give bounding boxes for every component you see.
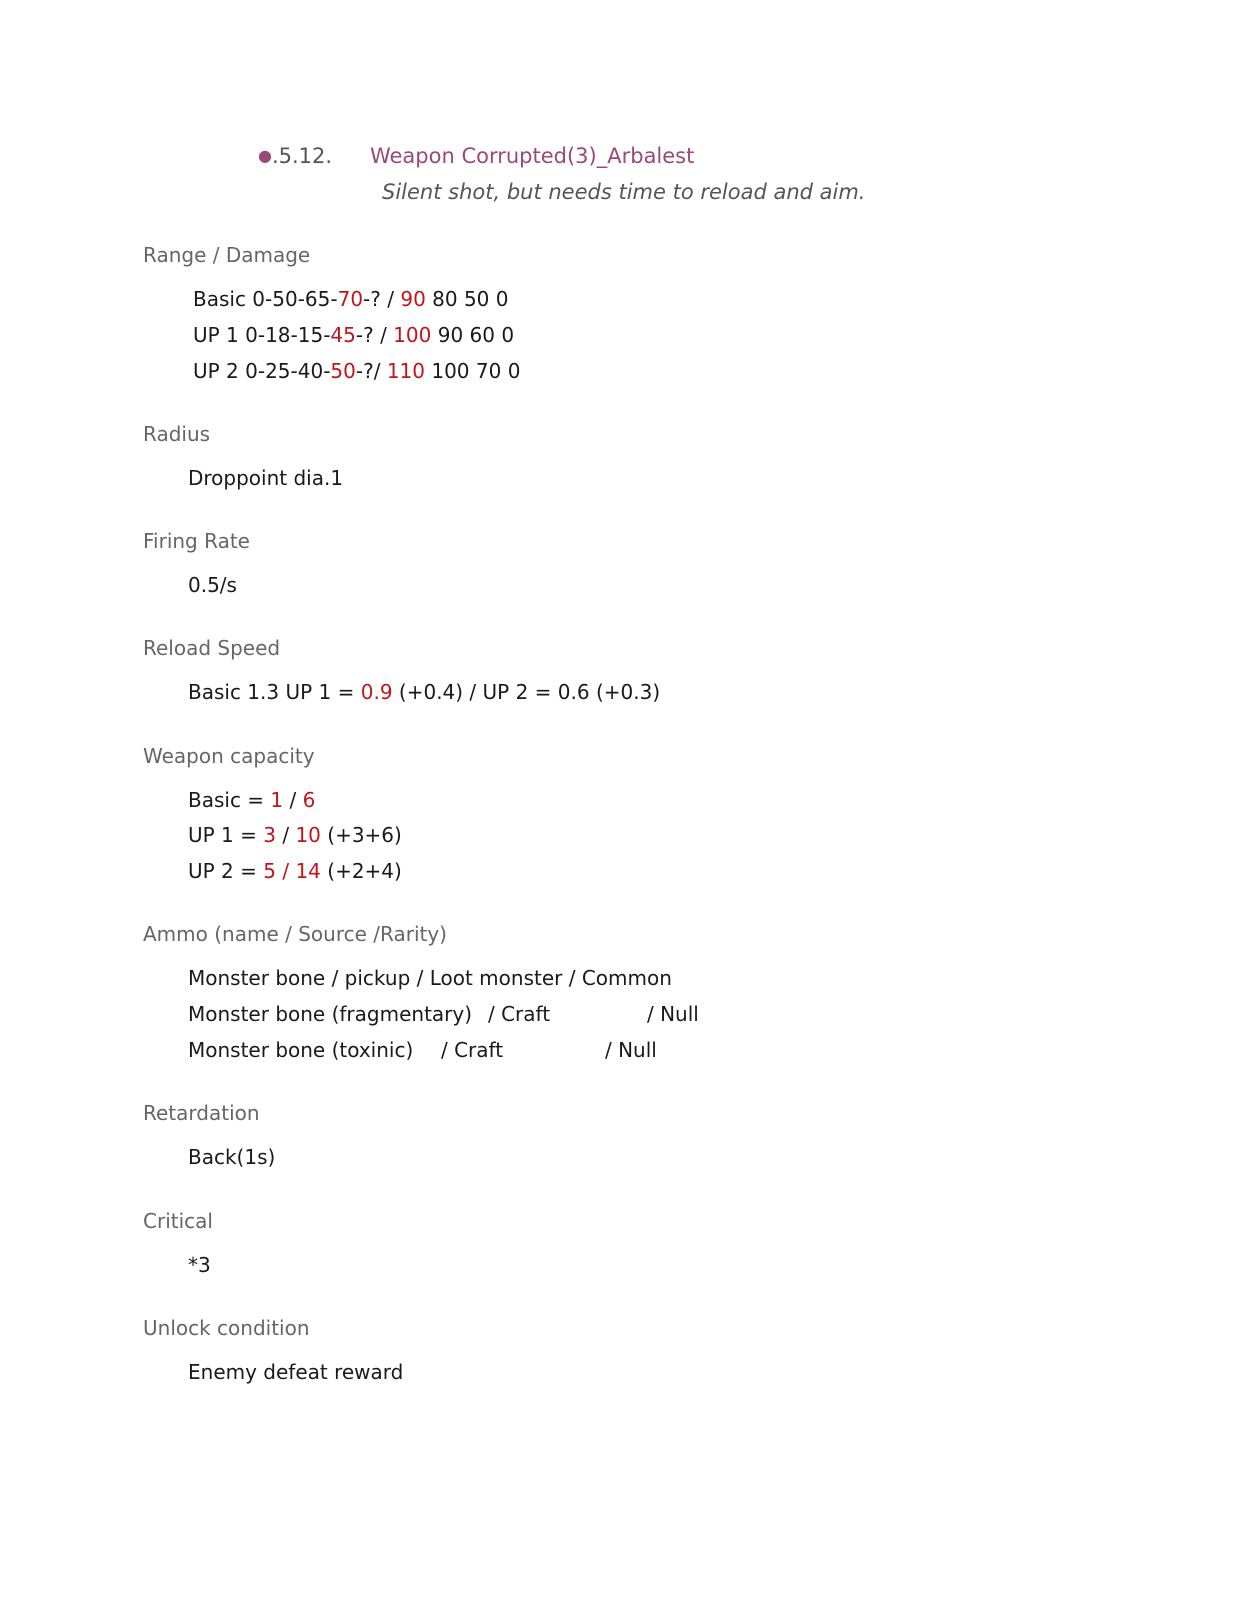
ammo-row-1: Monster bone / pickup / Loot monster / Common bbox=[188, 966, 672, 990]
ammo-row-3-source: / Craft bbox=[441, 1038, 504, 1062]
ammo-row-2-rarity: / Null bbox=[647, 1002, 699, 1026]
ammo-row-3: Monster bone (toxinic) bbox=[188, 1038, 414, 1062]
capacity-row-up1: UP 1 = 3 / 10 (+3+6) bbox=[188, 823, 402, 847]
critical-value: *3 bbox=[188, 1253, 211, 1277]
section-title: Weapon Corrupted(3)_Arbalest bbox=[369, 144, 695, 168]
critical-label: Critical bbox=[143, 1209, 213, 1233]
section-subtitle: Silent shot, but needs time to reload and aim. bbox=[382, 180, 866, 204]
section-heading bbox=[258, 144, 694, 168]
range-damage-row-up2: UP 2 0-25-40-50-?/ 110 100 70 0 bbox=[193, 359, 521, 383]
radius-label: Radius bbox=[143, 422, 211, 446]
range-damage-row-basic: Basic 0-50-65-70-? / 90 80 50 0 bbox=[193, 287, 509, 311]
firing-rate-label: Firing Rate bbox=[143, 529, 250, 553]
reload-speed-label: Reload Speed bbox=[143, 636, 281, 660]
reload-speed-value: Basic 1.3 UP 1 = 0.9 (+0.4) / UP 2 = 0.6 (+0.3) bbox=[188, 680, 661, 704]
bullet-icon: ● bbox=[258, 146, 272, 165]
ammo-row-3-rarity: / Null bbox=[605, 1038, 657, 1062]
ammo-label: Ammo (name / Source /Rarity) bbox=[143, 922, 447, 946]
capacity-row-basic: Basic = 1 / 6 bbox=[188, 788, 316, 812]
radius-value: Droppoint dia.1 bbox=[188, 466, 344, 490]
ammo-row-2: Monster bone (fragmentary) bbox=[188, 1002, 473, 1026]
retardation-label: Retardation bbox=[143, 1101, 260, 1125]
weapon-capacity-label: Weapon capacity bbox=[143, 744, 315, 768]
section-number: .5.12. bbox=[271, 144, 333, 168]
range-damage-row-up1: UP 1 0-18-15-45-? / 100 90 60 0 bbox=[193, 323, 515, 347]
ammo-row-2-source: / Craft bbox=[488, 1002, 551, 1026]
range-damage-label: Range / Damage bbox=[143, 243, 311, 267]
retardation-value: Back(1s) bbox=[188, 1145, 276, 1169]
unlock-condition-label: Unlock condition bbox=[143, 1316, 310, 1340]
firing-rate-value: 0.5/s bbox=[188, 573, 237, 597]
capacity-row-up2: UP 2 = 5 / 14 (+2+4) bbox=[188, 859, 402, 883]
unlock-condition-value: Enemy defeat reward bbox=[188, 1360, 404, 1384]
